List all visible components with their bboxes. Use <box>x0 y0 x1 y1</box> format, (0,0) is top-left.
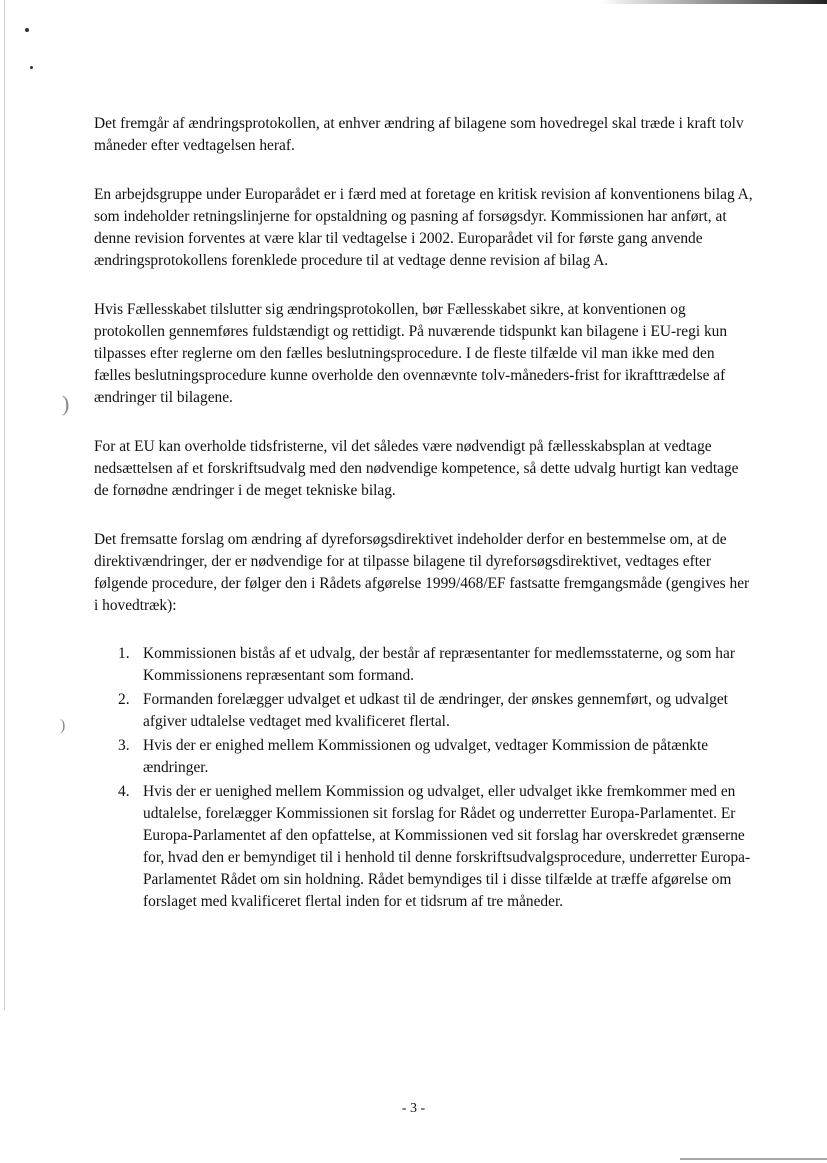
list-item-number: 4. <box>118 783 130 800</box>
punch-hole-mark: ) <box>62 391 70 416</box>
paragraph: Det fremgår af ændringsprotokollen, at enhver ændring af bilagene som hovedregel skal træde i kraft tolv måneder efter vedtagelsen heraf. <box>94 115 744 154</box>
scan-edge-left <box>4 0 5 1010</box>
paragraph: For at EU kan overholde tidsfristerne, vil det således være nødvendigt på fællesskabsplan at vedtage nedsættelsen af et forskriftsudvalg med den nødvendige kompetence, så dette udvalg hurtigt kan vedtage de fornødne ændringer i de meget tekniske bilag. <box>94 438 739 499</box>
list-item-number: 1. <box>118 645 130 662</box>
page-number: - 3 - <box>401 1101 426 1116</box>
list-item-text: Kommissionen bistås af et udvalg, der består af repræsentanter for medlemsstaterne, og som har Kommissionens repræsentant som formand. <box>143 645 735 684</box>
list-item-text: Hvis der er uenighed mellem Kommission og udvalget, eller udvalget ikke fremkommer med en udtalelse, forelægger Kommissionen sit forslag for Rådet og underretter Europa-Parlamentet. Er Europa-Parlamentet af den opfattelse, at Kommissionen ved sit forslag har overskredet grænserne for, hvad den er bemyndiget til i henhold til denne forskriftsudvalgsprocedure, underretter Europa-Parlamentet Rådet om sin holdning. Rådet bemyndiges til i disse tilfælde at træffe afgørelse om forslaget med kvalificeret flertal inden for et tidsrum af tre måneder. <box>143 783 751 910</box>
procedure-list <box>94 643 754 913</box>
document-body <box>94 113 754 915</box>
punch-hole-mark: ) <box>60 717 66 734</box>
scan-speck <box>25 28 29 32</box>
scan-edge-bottom <box>680 1158 827 1160</box>
scan-speck <box>30 66 33 69</box>
list-item <box>94 735 754 779</box>
paragraph: Det fremsatte forslag om ændring af dyreforsøgsdirektivet indeholder derfor en bestemmelse om, at de direktivændringer, der er nødvendige for at tilpasse bilagene til dyreforsøgsdirektivet, vedtages efter følgende procedure, der følger den i Rådets afgørelse 1999/468/EF fastsatte fremgangsmåde (gengives her i hovedtræk): <box>94 531 750 614</box>
list-item-number: 2. <box>118 691 130 708</box>
paragraph: En arbejdsgruppe under Europarådet er i færd med at foretage en kritisk revision af konventionens bilag A, som indeholder retningslinjerne for opstaldning og pasning af forsøgsdyr. Kommissionen har anført, at denne revision forventes at være klar til vedtagelse i 2002. Europarådet vil for første gang anvende ændringsprotokollens forenklede procedure til at vedtage denne revision af bilag A. <box>94 186 753 269</box>
scan-edge-top <box>600 0 827 4</box>
list-item-text: Formanden forelægger udvalget et udkast til de ændringer, der ønskes gennemført, og udvalget afgiver udtalelse vedtaget med kvalificeret flertal. <box>143 691 728 730</box>
list-item <box>94 781 754 913</box>
list-item <box>94 643 754 687</box>
list-item <box>94 689 754 733</box>
list-item-number: 3. <box>118 737 130 754</box>
list-item-text: Hvis der er enighed mellem Kommissionen og udvalget, vedtager Kommission de påtænkte ændringer. <box>143 737 709 776</box>
paragraph: Hvis Fællesskabet tilslutter sig ændringsprotokollen, bør Fællesskabet sikre, at konventionen og protokollen gennemføres fuldstændigt og rettidigt. På nuværende tidspunkt kan bilagene i EU-regi kun tilpasses efter reglerne om den fælles beslutningsprocedure. I de fleste tilfælde vil man ikke med den fælles beslutningsprocedure kunne overholde den ovennævnte tolv-måneders-frist for ikrafttrædelse af ændringer til bilagene. <box>94 301 728 406</box>
